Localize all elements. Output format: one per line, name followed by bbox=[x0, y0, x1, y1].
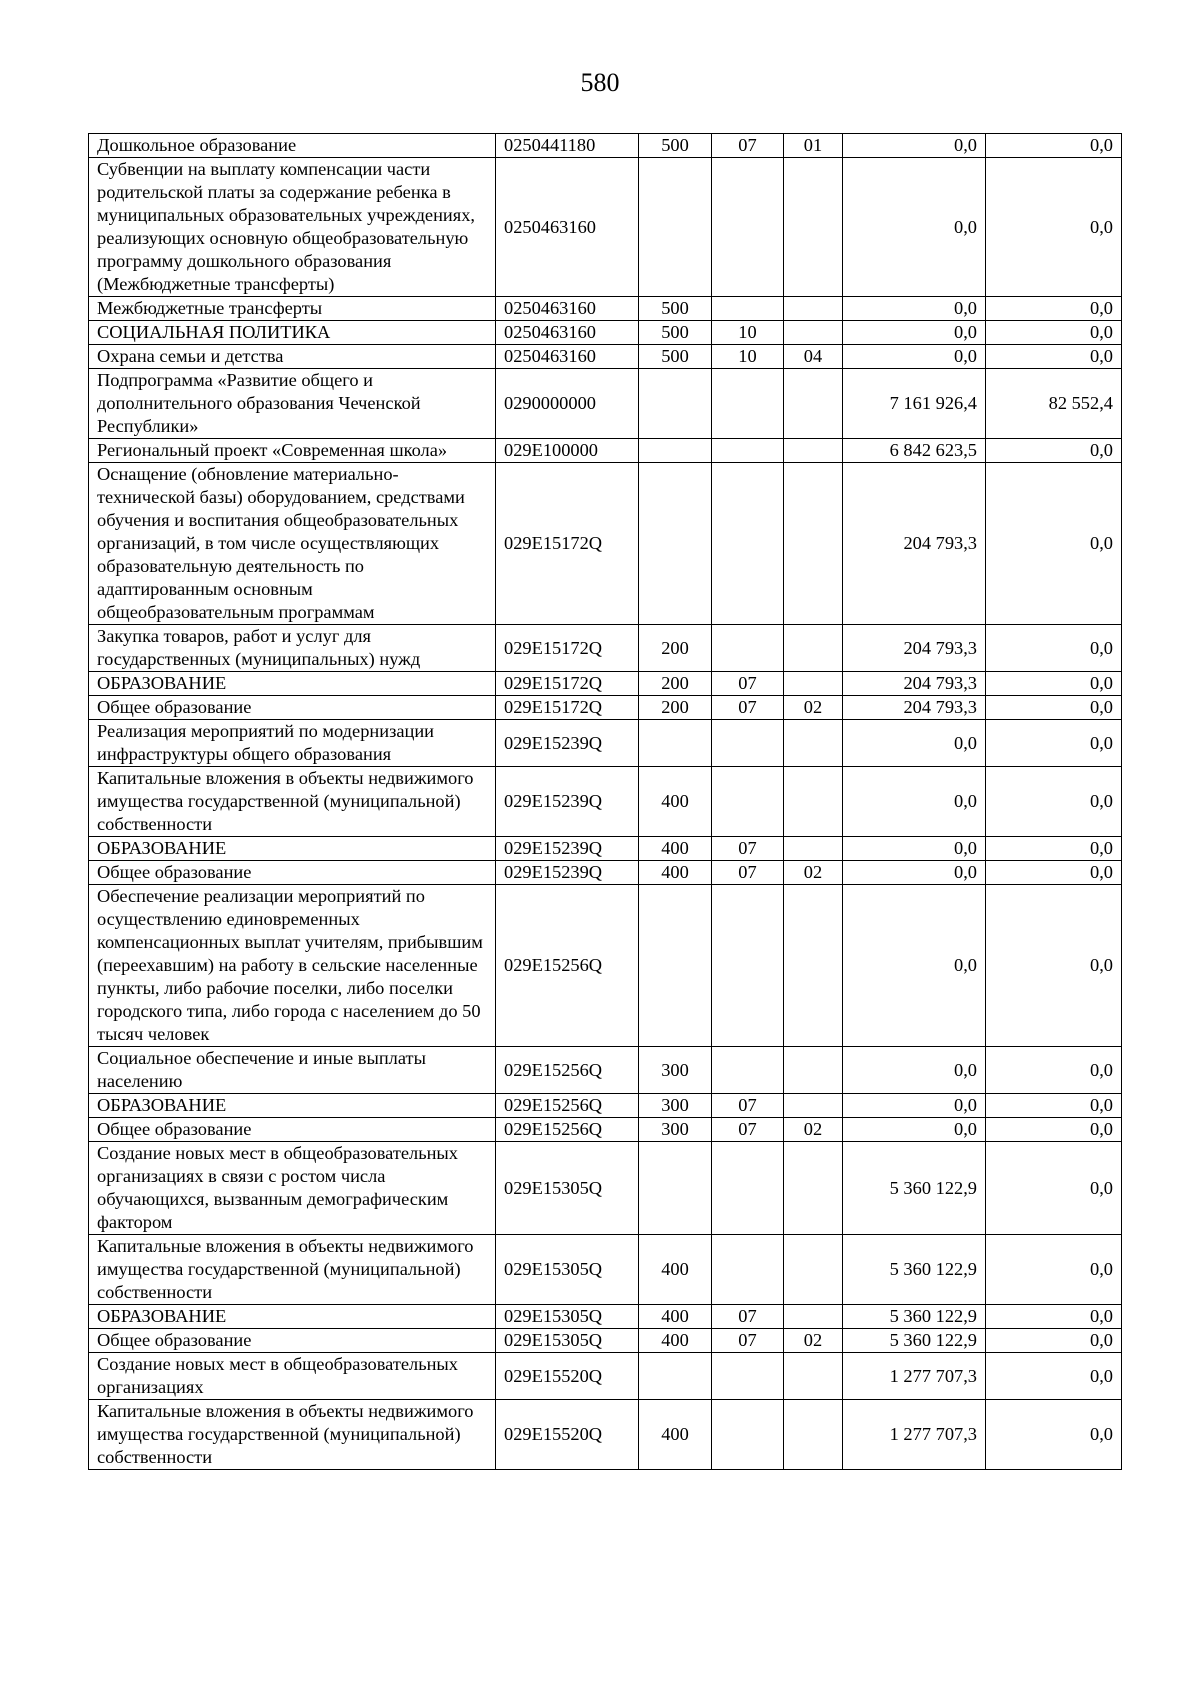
row-amount-1-cell: 1 277 707,3 bbox=[843, 1400, 986, 1470]
row-subsection-cell bbox=[784, 1353, 843, 1400]
table-row bbox=[89, 321, 1122, 345]
row-section-cell: 10 bbox=[712, 345, 784, 369]
row-amount-1-cell: 204 793,3 bbox=[843, 463, 986, 625]
row-subsection-cell bbox=[784, 1235, 843, 1305]
row-amount-1-cell: 0,0 bbox=[843, 1094, 986, 1118]
row-code-cell: 029E15172Q bbox=[496, 625, 639, 672]
row-amount-2-cell: 0,0 bbox=[986, 463, 1122, 625]
row-amount-2-cell: 0,0 bbox=[986, 158, 1122, 297]
row-subsection-cell bbox=[784, 720, 843, 767]
row-name-cell: ОБРАЗОВАНИЕ bbox=[89, 1094, 496, 1118]
row-expense-type-cell: 200 bbox=[639, 696, 712, 720]
row-section-cell: 07 bbox=[712, 672, 784, 696]
row-subsection-cell: 01 bbox=[784, 134, 843, 158]
row-section-cell bbox=[712, 625, 784, 672]
row-subsection-cell: 02 bbox=[784, 696, 843, 720]
row-subsection-cell bbox=[784, 1094, 843, 1118]
row-expense-type-cell: 400 bbox=[639, 1329, 712, 1353]
row-amount-2-cell: 0,0 bbox=[986, 720, 1122, 767]
row-subsection-cell bbox=[784, 158, 843, 297]
row-amount-1-cell: 5 360 122,9 bbox=[843, 1305, 986, 1329]
row-code-cell: 029E15256Q bbox=[496, 885, 639, 1047]
row-name-cell: Социальное обеспечение и иные выплаты населению bbox=[89, 1047, 496, 1094]
row-expense-type-cell: 300 bbox=[639, 1047, 712, 1094]
row-amount-1-cell: 5 360 122,9 bbox=[843, 1235, 986, 1305]
row-section-cell bbox=[712, 1353, 784, 1400]
row-name-cell: ОБРАЗОВАНИЕ bbox=[89, 672, 496, 696]
row-name-cell: Оснащение (обновление материально-технической базы) оборудованием, средствами обучения и воспитания общеобразовательных организаций, в том числе осуществляющих образовательную деятельность по адаптированным основным общеобразовательным программам bbox=[89, 463, 496, 625]
table-row bbox=[89, 369, 1122, 439]
row-expense-type-cell: 400 bbox=[639, 1400, 712, 1470]
row-section-cell bbox=[712, 297, 784, 321]
row-code-cell: 029E15256Q bbox=[496, 1094, 639, 1118]
row-section-cell bbox=[712, 439, 784, 463]
row-amount-2-cell: 0,0 bbox=[986, 134, 1122, 158]
row-subsection-cell bbox=[784, 1400, 843, 1470]
row-subsection-cell bbox=[784, 463, 843, 625]
row-amount-2-cell: 0,0 bbox=[986, 1118, 1122, 1142]
row-amount-1-cell: 204 793,3 bbox=[843, 625, 986, 672]
row-subsection-cell: 02 bbox=[784, 1118, 843, 1142]
row-section-cell: 07 bbox=[712, 1118, 784, 1142]
table-row bbox=[89, 1142, 1122, 1235]
row-section-cell bbox=[712, 1235, 784, 1305]
row-expense-type-cell: 400 bbox=[639, 837, 712, 861]
row-expense-type-cell: 500 bbox=[639, 321, 712, 345]
row-section-cell: 07 bbox=[712, 837, 784, 861]
row-amount-1-cell: 5 360 122,9 bbox=[843, 1329, 986, 1353]
row-subsection-cell bbox=[784, 837, 843, 861]
budget-table-body bbox=[89, 134, 1122, 1470]
row-subsection-cell bbox=[784, 1305, 843, 1329]
row-amount-2-cell: 0,0 bbox=[986, 672, 1122, 696]
row-name-cell: ОБРАЗОВАНИЕ bbox=[89, 837, 496, 861]
row-amount-2-cell: 0,0 bbox=[986, 861, 1122, 885]
row-name-cell: Закупка товаров, работ и услуг для государственных (муниципальных) нужд bbox=[89, 625, 496, 672]
row-amount-1-cell: 1 277 707,3 bbox=[843, 1353, 986, 1400]
row-code-cell: 029E15172Q bbox=[496, 463, 639, 625]
table-row bbox=[89, 720, 1122, 767]
row-name-cell: Подпрограмма «Развитие общего и дополнительного образования Чеченской Республики» bbox=[89, 369, 496, 439]
row-subsection-cell bbox=[784, 369, 843, 439]
row-section-cell: 07 bbox=[712, 1329, 784, 1353]
row-amount-2-cell: 0,0 bbox=[986, 439, 1122, 463]
row-name-cell: Общее образование bbox=[89, 1118, 496, 1142]
table-row bbox=[89, 1094, 1122, 1118]
row-amount-1-cell: 204 793,3 bbox=[843, 696, 986, 720]
row-code-cell: 029E15305Q bbox=[496, 1235, 639, 1305]
row-amount-2-cell: 0,0 bbox=[986, 1142, 1122, 1235]
row-expense-type-cell bbox=[639, 439, 712, 463]
row-amount-2-cell: 0,0 bbox=[986, 767, 1122, 837]
row-amount-2-cell: 0,0 bbox=[986, 885, 1122, 1047]
row-amount-1-cell: 0,0 bbox=[843, 720, 986, 767]
budget-table bbox=[88, 133, 1122, 1470]
row-amount-2-cell: 0,0 bbox=[986, 1400, 1122, 1470]
row-expense-type-cell: 400 bbox=[639, 1305, 712, 1329]
row-section-cell: 07 bbox=[712, 1094, 784, 1118]
row-code-cell: 0250463160 bbox=[496, 345, 639, 369]
row-name-cell: Субвенции на выплату компенсации части родительской платы за содержание ребенка в муниципальных образовательных учреждениях, реализующих основную общеобразовательную программу дошкольного образования (Межбюджетные трансферты) bbox=[89, 158, 496, 297]
row-expense-type-cell bbox=[639, 158, 712, 297]
row-name-cell: Дошкольное образование bbox=[89, 134, 496, 158]
row-code-cell: 029E15520Q bbox=[496, 1400, 639, 1470]
row-code-cell: 029E15172Q bbox=[496, 696, 639, 720]
row-name-cell: СОЦИАЛЬНАЯ ПОЛИТИКА bbox=[89, 321, 496, 345]
row-name-cell: ОБРАЗОВАНИЕ bbox=[89, 1305, 496, 1329]
row-amount-2-cell: 0,0 bbox=[986, 1353, 1122, 1400]
row-amount-1-cell: 0,0 bbox=[843, 345, 986, 369]
row-expense-type-cell: 300 bbox=[639, 1118, 712, 1142]
row-section-cell bbox=[712, 720, 784, 767]
table-row bbox=[89, 1353, 1122, 1400]
row-expense-type-cell bbox=[639, 885, 712, 1047]
table-row bbox=[89, 1305, 1122, 1329]
table-row bbox=[89, 1118, 1122, 1142]
table-row bbox=[89, 345, 1122, 369]
row-amount-1-cell: 0,0 bbox=[843, 321, 986, 345]
row-code-cell: 029E15239Q bbox=[496, 720, 639, 767]
row-amount-1-cell: 6 842 623,5 bbox=[843, 439, 986, 463]
table-row bbox=[89, 1047, 1122, 1094]
row-name-cell: Создание новых мест в общеобразовательных организациях bbox=[89, 1353, 496, 1400]
row-subsection-cell: 04 bbox=[784, 345, 843, 369]
row-amount-2-cell: 0,0 bbox=[986, 321, 1122, 345]
table-row bbox=[89, 625, 1122, 672]
row-name-cell: Межбюджетные трансферты bbox=[89, 297, 496, 321]
row-amount-2-cell: 0,0 bbox=[986, 1094, 1122, 1118]
row-section-cell: 10 bbox=[712, 321, 784, 345]
row-expense-type-cell bbox=[639, 1142, 712, 1235]
row-subsection-cell bbox=[784, 1047, 843, 1094]
row-expense-type-cell bbox=[639, 369, 712, 439]
row-expense-type-cell: 500 bbox=[639, 297, 712, 321]
row-amount-1-cell: 0,0 bbox=[843, 837, 986, 861]
row-expense-type-cell: 400 bbox=[639, 861, 712, 885]
table-row bbox=[89, 134, 1122, 158]
row-code-cell: 029E15239Q bbox=[496, 837, 639, 861]
table-row bbox=[89, 439, 1122, 463]
row-code-cell: 029E15520Q bbox=[496, 1353, 639, 1400]
row-section-cell: 07 bbox=[712, 1305, 784, 1329]
row-expense-type-cell: 500 bbox=[639, 134, 712, 158]
row-name-cell: Капитальные вложения в объекты недвижимого имущества государственной (муниципальной) собственности bbox=[89, 1400, 496, 1470]
row-name-cell: Общее образование bbox=[89, 696, 496, 720]
row-expense-type-cell: 400 bbox=[639, 1235, 712, 1305]
row-name-cell: Общее образование bbox=[89, 861, 496, 885]
row-expense-type-cell bbox=[639, 720, 712, 767]
row-amount-2-cell: 0,0 bbox=[986, 625, 1122, 672]
row-amount-2-cell: 0,0 bbox=[986, 837, 1122, 861]
row-amount-1-cell: 0,0 bbox=[843, 767, 986, 837]
row-section-cell bbox=[712, 885, 784, 1047]
row-section-cell bbox=[712, 767, 784, 837]
row-subsection-cell bbox=[784, 767, 843, 837]
row-expense-type-cell bbox=[639, 463, 712, 625]
row-section-cell bbox=[712, 1047, 784, 1094]
row-section-cell: 07 bbox=[712, 696, 784, 720]
row-subsection-cell bbox=[784, 321, 843, 345]
row-amount-1-cell: 5 360 122,9 bbox=[843, 1142, 986, 1235]
row-name-cell: Создание новых мест в общеобразовательных организациях в связи с ростом числа обучающихся, вызванным демографическим фактором bbox=[89, 1142, 496, 1235]
row-subsection-cell bbox=[784, 439, 843, 463]
row-amount-1-cell: 0,0 bbox=[843, 1047, 986, 1094]
row-amount-2-cell: 0,0 bbox=[986, 1047, 1122, 1094]
table-row bbox=[89, 158, 1122, 297]
row-code-cell: 0290000000 bbox=[496, 369, 639, 439]
row-expense-type-cell: 200 bbox=[639, 672, 712, 696]
table-row bbox=[89, 1235, 1122, 1305]
table-row bbox=[89, 767, 1122, 837]
row-code-cell: 0250441180 bbox=[496, 134, 639, 158]
row-section-cell bbox=[712, 1400, 784, 1470]
table-row bbox=[89, 696, 1122, 720]
row-section-cell bbox=[712, 463, 784, 625]
row-amount-1-cell: 0,0 bbox=[843, 861, 986, 885]
row-subsection-cell: 02 bbox=[784, 1329, 843, 1353]
row-code-cell: 029E15239Q bbox=[496, 861, 639, 885]
row-subsection-cell bbox=[784, 885, 843, 1047]
row-name-cell: Реализация мероприятий по модернизации инфраструктуры общего образования bbox=[89, 720, 496, 767]
row-amount-1-cell: 0,0 bbox=[843, 297, 986, 321]
row-amount-2-cell: 0,0 bbox=[986, 1329, 1122, 1353]
row-amount-1-cell: 7 161 926,4 bbox=[843, 369, 986, 439]
row-amount-2-cell: 0,0 bbox=[986, 1235, 1122, 1305]
row-subsection-cell bbox=[784, 625, 843, 672]
row-amount-1-cell: 204 793,3 bbox=[843, 672, 986, 696]
row-section-cell bbox=[712, 158, 784, 297]
row-code-cell: 029E15172Q bbox=[496, 672, 639, 696]
row-subsection-cell bbox=[784, 672, 843, 696]
row-amount-2-cell: 0,0 bbox=[986, 1305, 1122, 1329]
row-code-cell: 029E15256Q bbox=[496, 1047, 639, 1094]
row-code-cell: 0250463160 bbox=[496, 321, 639, 345]
row-section-cell: 07 bbox=[712, 134, 784, 158]
row-expense-type-cell: 300 bbox=[639, 1094, 712, 1118]
table-row bbox=[89, 837, 1122, 861]
row-code-cell: 029E15239Q bbox=[496, 767, 639, 837]
row-name-cell: Капитальные вложения в объекты недвижимого имущества государственной (муниципальной) собственности bbox=[89, 1235, 496, 1305]
row-amount-2-cell: 0,0 bbox=[986, 297, 1122, 321]
row-code-cell: 029E15305Q bbox=[496, 1329, 639, 1353]
row-section-cell bbox=[712, 1142, 784, 1235]
table-row bbox=[89, 297, 1122, 321]
row-expense-type-cell bbox=[639, 1353, 712, 1400]
table-row bbox=[89, 1329, 1122, 1353]
row-amount-2-cell: 0,0 bbox=[986, 345, 1122, 369]
row-code-cell: 0250463160 bbox=[496, 297, 639, 321]
row-code-cell: 029E15256Q bbox=[496, 1118, 639, 1142]
table-row bbox=[89, 463, 1122, 625]
row-name-cell: Общее образование bbox=[89, 1329, 496, 1353]
table-row bbox=[89, 1400, 1122, 1470]
row-name-cell: Капитальные вложения в объекты недвижимого имущества государственной (муниципальной) собственности bbox=[89, 767, 496, 837]
row-expense-type-cell: 400 bbox=[639, 767, 712, 837]
page-number: 580 bbox=[580, 68, 620, 97]
row-code-cell: 029E15305Q bbox=[496, 1142, 639, 1235]
row-subsection-cell bbox=[784, 1142, 843, 1235]
row-name-cell: Обеспечение реализации мероприятий по осуществлению единовременных компенсационных выплат учителям, прибывшим (переехавшим) на работу в сельские населенные пункты, либо рабочие поселки, либо поселки городского типа, либо города с населением до 50 тысяч человек bbox=[89, 885, 496, 1047]
row-amount-1-cell: 0,0 bbox=[843, 158, 986, 297]
table-row bbox=[89, 885, 1122, 1047]
row-amount-1-cell: 0,0 bbox=[843, 885, 986, 1047]
row-name-cell: Охрана семьи и детства bbox=[89, 345, 496, 369]
row-code-cell: 029E100000 bbox=[496, 439, 639, 463]
row-expense-type-cell: 500 bbox=[639, 345, 712, 369]
row-code-cell: 0250463160 bbox=[496, 158, 639, 297]
row-amount-2-cell: 0,0 bbox=[986, 696, 1122, 720]
row-code-cell: 029E15305Q bbox=[496, 1305, 639, 1329]
table-row bbox=[89, 861, 1122, 885]
row-section-cell bbox=[712, 369, 784, 439]
row-subsection-cell bbox=[784, 297, 843, 321]
row-subsection-cell: 02 bbox=[784, 861, 843, 885]
row-section-cell: 07 bbox=[712, 861, 784, 885]
row-amount-1-cell: 0,0 bbox=[843, 1118, 986, 1142]
row-name-cell: Региональный проект «Современная школа» bbox=[89, 439, 496, 463]
row-expense-type-cell: 200 bbox=[639, 625, 712, 672]
table-row bbox=[89, 672, 1122, 696]
row-amount-2-cell: 82 552,4 bbox=[986, 369, 1122, 439]
row-amount-1-cell: 0,0 bbox=[843, 134, 986, 158]
